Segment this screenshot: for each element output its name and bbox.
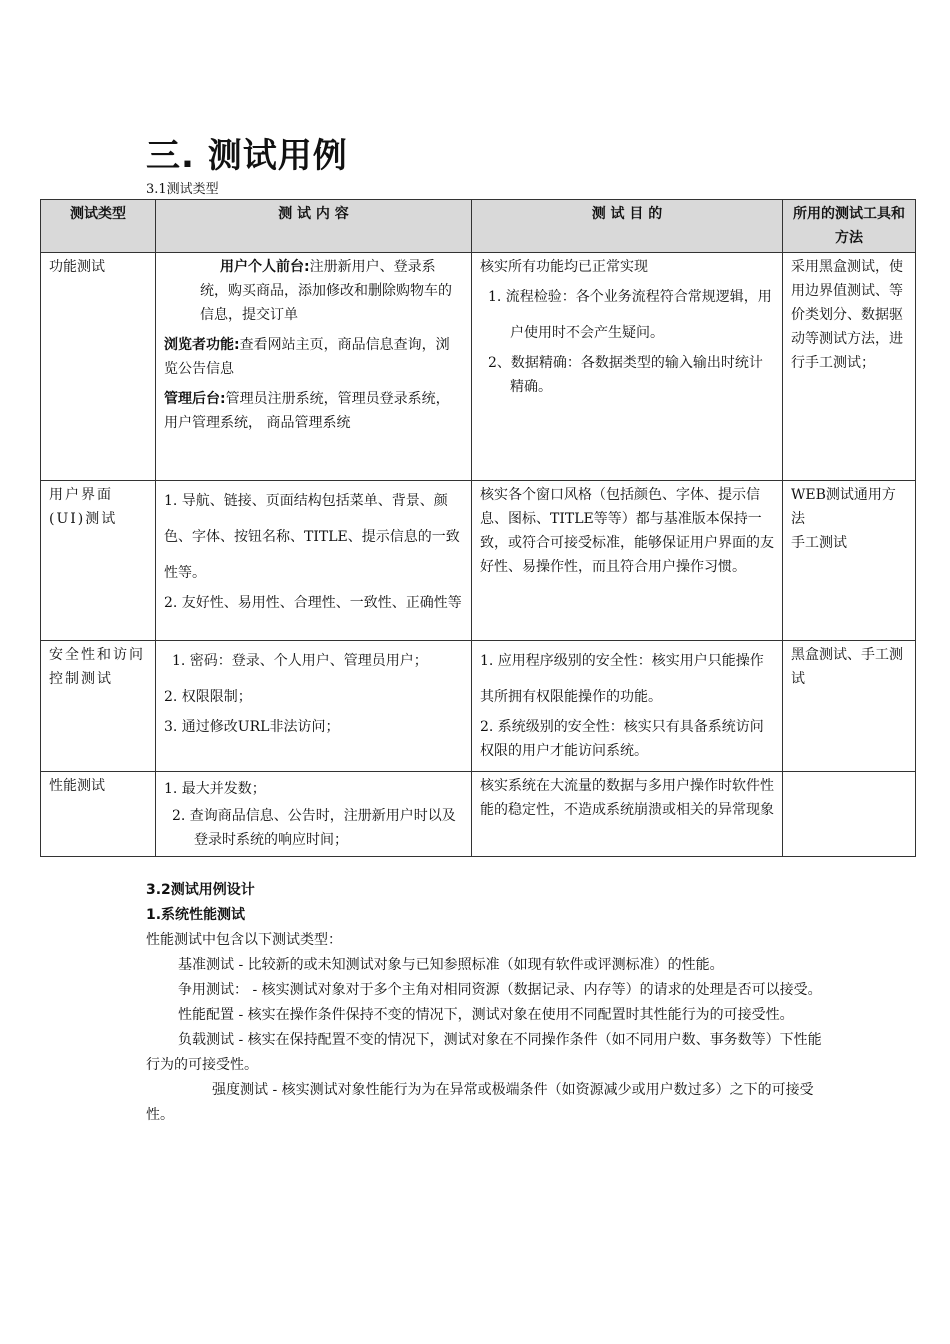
method-line: WEB测试通用方法 <box>791 487 896 527</box>
header-content: 测 试 内 容 <box>156 200 472 253</box>
table-row <box>41 253 916 481</box>
header-type: 测试类型 <box>41 200 156 253</box>
purpose-line: 2. 系统级别的安全性：核实只有具备系统访问权限的用户才能访问系统。 <box>480 719 764 759</box>
paragraph: 负载测试 - 核实在保持配置不变的情况下，测试对象在不同操作条件（如不同用户数、事务数等）下性能行为的可接受性。 <box>146 1032 822 1073</box>
cell-purpose: 核实各个窗口风格（包括颜色、字体、提示信息、图标、TITLE等等）都与基准版本保持一致，或符合可接受标准，能够保证用户界面的友好性、易操作性，而且符合用户操作习惯。 <box>472 481 783 641</box>
cell-purpose <box>472 641 783 772</box>
paragraph: 基准测试 - 比较新的或未知测试对象与已知参照标准（如现有软件或评测标准）的性能。 <box>178 957 724 973</box>
content-line: 2. 友好性、易用性、合理性、一致性、正确性等 <box>164 595 462 611</box>
purpose-line: 2、数据精确：各数据类型的输入输出时统计精确。 <box>488 355 763 395</box>
browser-text: 查看网站主页，商品信息查询，浏览公告信息 <box>164 337 450 377</box>
test-types-table <box>40 199 916 857</box>
content-line: 2. 查询商品信息、公告时，注册新用户时以及登录时系统的响应时间； <box>172 808 456 848</box>
section-subheading: 1.系统性能测试 <box>146 907 246 923</box>
cell-method <box>783 481 916 641</box>
cell-method <box>783 772 916 857</box>
paragraph: 争用测试： - 核实测试对象对于多个主角对相同资源（数据记录、内存等）的请求的处理是否可以接受。 <box>178 982 822 998</box>
section-intro: 性能测试中包含以下测试类型： <box>146 932 342 948</box>
content-line: 2. 权限限制； <box>164 689 252 705</box>
paragraph: 强度测试 - 核实测试对象性能行为为在异常或极端条件（如资源减少或用户数过多）之下的可接受性。 <box>146 1082 814 1123</box>
section-heading: 3.2测试用例设计 <box>146 882 255 898</box>
admin-text: 管理员注册系统，管理员登录系统，用户管理系统， 商品管理系统 <box>164 391 450 431</box>
purpose-line: 1. 应用程序级别的安全性：核实用户只能操作其所拥有权限能操作的功能。 <box>480 653 764 705</box>
cell-purpose: 核实系统在大流量的数据与多用户操作时软件性能的稳定性，不造成系统崩溃或相关的异常现象 <box>472 772 783 857</box>
cell-content <box>156 253 472 481</box>
purpose-line: 1. 流程检验：各个业务流程符合常规逻辑，用户使用时不会产生疑问。 <box>488 289 772 341</box>
cell-purpose <box>472 253 783 481</box>
table-caption: 3.1测试类型 <box>146 182 219 197</box>
cell-content <box>156 481 472 641</box>
content-line: 1. 最大并发数； <box>164 781 266 797</box>
browser-label: 浏览者功能: <box>164 337 240 353</box>
cell-method: 采用黑盒测试，使用边界值测试、等价类划分、数据驱动等测试方法，进行手工测试； <box>783 253 916 481</box>
content-line: 1. 密码：登录、个人用户、管理员用户； <box>172 653 428 669</box>
cell-type: 功能测试 <box>41 253 156 481</box>
table-header-row <box>41 200 916 253</box>
table-row <box>41 772 916 857</box>
paragraph: 性能配置 - 核实在操作条件保持不变的情况下，测试对象在使用不同配置时其性能行为的可接受性。 <box>178 1007 794 1023</box>
header-purpose: 测 试 目 的 <box>472 200 783 253</box>
cell-type: 安全性和访问控制测试 <box>41 641 156 772</box>
method-line: 手工测试 <box>791 535 847 551</box>
content-line: 3. 通过修改URL非法访问； <box>164 719 340 735</box>
table-row <box>41 641 916 772</box>
content-line: 1. 导航、链接、页面结构包括菜单、背景、颜色、字体、按钮名称、TITLE、提示信息的一致性等。 <box>164 493 460 581</box>
admin-label: 管理后台: <box>164 391 226 407</box>
cell-content <box>156 772 472 857</box>
header-method: 所用的测试工具和方法 <box>783 200 916 253</box>
user-front-label: 用户个人前台: <box>220 259 310 275</box>
cell-content <box>156 641 472 772</box>
user-front-text: 注册新用户、登录系统，购买商品，添加修改和删除购物车的信息，提交订单 <box>200 259 452 323</box>
table-row <box>41 481 916 641</box>
purpose-line: 核实所有功能均已正常实现 <box>480 259 648 275</box>
cell-method: 黑盒测试、手工测试 <box>783 641 916 772</box>
cell-type: 性能测试 <box>41 772 156 857</box>
cell-type: 用户界面(UI)测试 <box>41 481 156 641</box>
test-case-design-section <box>146 878 826 1128</box>
page-title: 三. 测试用例 <box>146 136 348 176</box>
